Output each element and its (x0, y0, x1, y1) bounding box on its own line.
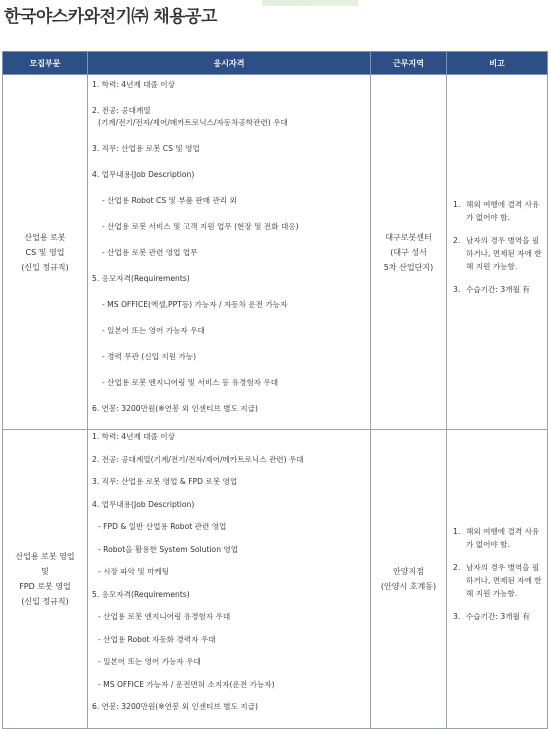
work-location-line: (안양시 호계동) (380, 582, 437, 591)
header-category: 모집부문 (3, 52, 88, 75)
qualification-line: 6. 연봉: 3200만원(※연봉 외 인센티브 별도 지급) (92, 404, 258, 413)
position-category-line: FPD 로봇 영업 (19, 582, 71, 591)
remark-number: 2. (453, 563, 461, 572)
remark-number: 3. (453, 612, 461, 621)
qualification-line: - 시장 파악 및 마케팅 (98, 567, 170, 576)
remark-text: 수습기간: 3개월 有 (466, 285, 530, 294)
qualification-line: - Robot을 활용한 System Solution 영업 (98, 544, 239, 554)
position-category-line: (신입 정규직) (21, 262, 69, 272)
remark-item (453, 561, 542, 600)
remarks-cell (447, 430, 548, 729)
qualification-line: 2. 전공: 공대계열(기계/전기/전자/제어/메카트로닉스 관련) 우대 (92, 454, 304, 464)
qualification-line: - 산업용 로봇 관련 영업 업무 (102, 248, 198, 257)
position-category-line: 산업용 로봇 영업 (15, 552, 75, 561)
qualification-line: 1. 학력: 4년제 대졸 이상 (92, 432, 175, 441)
remark-item (453, 525, 542, 551)
remark-item (453, 198, 542, 224)
qualifications-cell (88, 430, 371, 729)
remark-text: 해외 여행에 결격 사유가 없어야 함. (466, 200, 540, 222)
remark-text: 남자의 경우 병역을 필하거나, 면제된 자에 한해 지원 가능함. (466, 236, 542, 271)
position-category-cell (3, 430, 88, 729)
position-category-line: 및 (41, 567, 49, 576)
qualification-line: 5. 응모자격(Requirements) (92, 274, 190, 283)
header-qualifications: 응시자격 (88, 52, 371, 75)
qualification-line: - 산업용 로봇 엔지니어링 유경험자 우대 (98, 612, 231, 621)
qualification-line: - 경력 무관 (신입 지원 가능) (102, 352, 197, 361)
work-location-line: 5차 산업단지) (383, 262, 434, 272)
remark-text: 남자의 경우 병역을 필하거나, 면제된 자에 한해 지원 가능함. (466, 563, 542, 598)
header-location: 근무지역 (371, 52, 447, 75)
recruitment-table (2, 51, 548, 729)
qualification-line: - 산업용 Robot CS 및 부품 판매 관리 외 (102, 196, 237, 205)
qualification-line: - 일본어 또는 영어 가능자 우대 (98, 657, 201, 666)
remark-item (453, 283, 542, 296)
work-location-line: 안양지점 (393, 567, 424, 576)
qualifications-cell (88, 75, 371, 430)
qualification-line: 1. 학력: 4년제 대졸 이상 (92, 80, 175, 89)
top-cropped-text: · · · · · · · · · · · · · (262, 0, 358, 6)
qualification-line: 5. 응모자격(Requirements) (92, 589, 190, 599)
position-category-line: CS 및 영업 (25, 247, 65, 257)
table-header-row (3, 52, 548, 75)
header-remarks: 비고 (447, 52, 548, 75)
work-location-line: 대구로봇센터 (385, 232, 432, 242)
qualification-line: 3. 직무: 산업용 로봇 영업 & FPD 로봇 영업 (92, 477, 238, 486)
remark-number: 1. (453, 527, 461, 536)
remark-number: 2. (453, 236, 461, 245)
table-row (3, 430, 548, 729)
position-category-line: 산업용 로봇 (24, 232, 66, 242)
qualification-line: - MS OFFICE(엑셀,PPT등) 가능자 / 자동차 운전 가능자 (102, 300, 288, 309)
qualification-line: 2. 전공: 공대계열 (92, 106, 151, 115)
work-location-line: (대구 성서 (390, 247, 427, 257)
remark-text: 수습기간: 3개월 有 (466, 612, 530, 621)
remark-item (453, 610, 542, 623)
qualification-line: 3. 직무: 산업용 로봇 CS 및 영업 (92, 144, 200, 153)
work-location-cell (371, 430, 447, 729)
work-location-cell (371, 75, 447, 430)
qualification-line: 4. 업무내용(Job Description) (92, 170, 195, 179)
remark-text: 해외 여행에 결격 사유가 없어야 함. (466, 527, 540, 549)
position-category-cell (3, 75, 88, 430)
qualification-line: - 산업용 로봇 서비스 및 고객 지원 업무 (현장 및 전화 대응) (102, 222, 299, 231)
qualification-line: 4. 업무내용(Job Description) (92, 499, 195, 509)
page-title: 한국야스카와전기㈜ 채용공고 (4, 7, 217, 27)
qualification-line: - FPD & 일반 산업용 Robot 관련 영업 (98, 522, 227, 531)
qualification-line: 6. 연봉: 3200만원(※연봉 외 인센티브 별도 지급) (92, 702, 258, 711)
qualification-line: - 산업용 Robot 자동화 경력자 우대 (98, 634, 216, 644)
table-row (3, 75, 548, 430)
remark-number: 1. (453, 200, 461, 209)
remark-number: 3. (453, 285, 461, 294)
qualification-line: - 산업용 로봇 엔지니어링 및 서비스 등 유경험자 우대 (102, 378, 279, 387)
qualification-line: - 일본어 또는 영어 가능자 우대 (102, 326, 205, 335)
qualification-line: - MS OFFICE 가능자 / 운전면허 소지자(운전 가능자) (98, 679, 275, 689)
position-category-line: (신입 정규직) (21, 597, 69, 606)
remark-item (453, 234, 542, 273)
qualification-line: (기계/전기/전자/제어/메카트로닉스/자동차공학관련) 우대 (98, 118, 288, 127)
remarks-cell (447, 75, 548, 430)
